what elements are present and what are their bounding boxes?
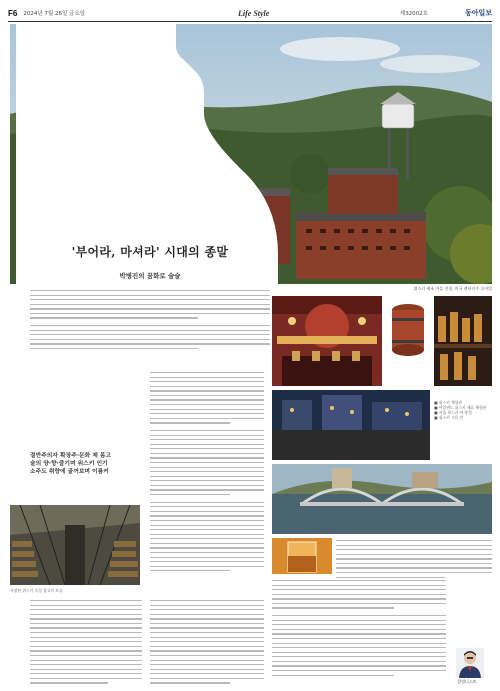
page-header [8, 6, 492, 20]
barrel-photo [386, 300, 430, 360]
night-street-photo [272, 390, 430, 460]
photo-legend [434, 400, 492, 420]
header-rule [8, 21, 492, 22]
text-column-3 [272, 580, 446, 679]
text-column-1 [30, 290, 270, 353]
legend-item: ■ 위스키 체험관 [434, 400, 463, 405]
legend-item: ■ 위스키 시음 잔 [434, 415, 464, 420]
newspaper-logo: 동아일보 [464, 8, 492, 17]
text-column-1b [30, 600, 142, 687]
text-column-2 [150, 372, 264, 575]
pull-quote: 절반주의자 확장주·문화 제 몸고 술의 양·향·즐기며 위스키 인기 소주도 취향에 골꺼보며 이름커 [30, 453, 112, 475]
hero-caption: 위스키 제조 마을 전경. 미국 켄터키주 루이빌 [413, 286, 492, 291]
warehouse-caption: 저장된 위스키 숙성 창고의 모습 [10, 588, 63, 593]
article-headline: '부어라, 마셔라' 시대의 종말 [71, 245, 229, 259]
article-subhead: 박병진의 꿈화로 술술 [119, 272, 181, 280]
page-number: F6 [8, 8, 18, 18]
author-avatar [456, 648, 484, 678]
pub-photo [272, 296, 382, 386]
text-column-3a [336, 540, 492, 581]
publication-date: 2024년 7월 26일 금요일 [23, 11, 85, 17]
author-name: 칼럼니스트 [457, 679, 477, 684]
legend-item: ■ 아일랜드 위스키 재료 체험관 [434, 405, 487, 410]
legend-item: ■ 서울 위스키 바 풍경 [434, 410, 472, 415]
warehouse-photo [10, 505, 140, 585]
whisky-glass-photo [272, 538, 332, 574]
issue-number: 제32002호 [399, 11, 428, 17]
bridge-photo [272, 464, 492, 534]
section-title: Life Style [238, 8, 270, 18]
text-column-2b [150, 600, 264, 687]
bottles-photo [434, 296, 492, 386]
